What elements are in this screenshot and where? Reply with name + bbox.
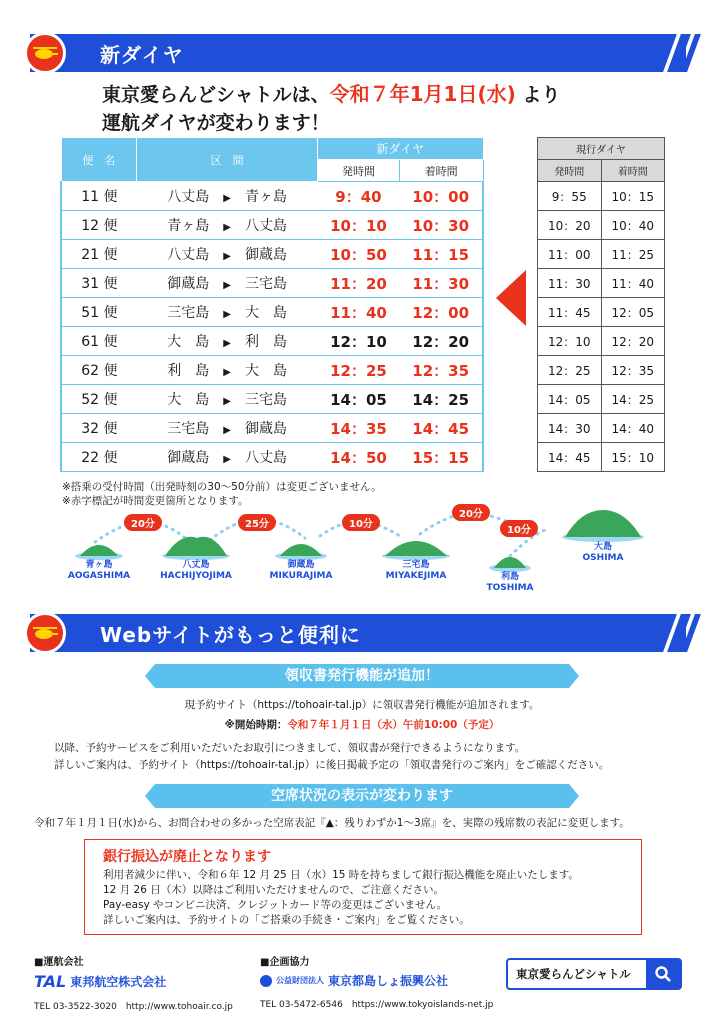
- cur-dep-cell: 11：30: [538, 269, 602, 298]
- table-row: [538, 356, 665, 385]
- route-cell: 御蔵島 ▶ 三宅島: [137, 269, 318, 298]
- seats-line1: 令和７年１月１日(水)から、お問合わせの多かった空席表記『▲：残りわずか1～3席』を、実際の残席数の表記に変更します。: [34, 817, 630, 829]
- cur-arr-cell: 14：40: [601, 414, 665, 443]
- col-arr: 着時間: [399, 160, 483, 182]
- banner-stripes: [670, 34, 694, 72]
- route-cell: 青ヶ島 ▶ 八丈島: [137, 211, 318, 240]
- arr-cell: 15：15: [399, 443, 483, 472]
- search-button[interactable]: [646, 960, 680, 988]
- arr-cell: 14：45: [399, 414, 483, 443]
- table-row: [61, 240, 483, 269]
- current-timetable: [537, 137, 665, 472]
- cur-arr-cell: 14：25: [601, 385, 665, 414]
- arr-cell: 10：00: [399, 182, 483, 211]
- flight-cell: 12 便: [61, 211, 137, 240]
- dep-cell: 11：40: [318, 298, 400, 327]
- receipt-line4: 詳しいご案内は、予約サイト（https://tohoair-tal.jp）に後日掲載予定の「領収書発行のご案内」をご確認ください。: [54, 759, 610, 771]
- island-route-map: [60, 506, 660, 606]
- section-title: Webサイトがもっと便利に: [100, 622, 361, 647]
- cur-arr-cell: 10：15: [601, 182, 665, 211]
- flight-cell: 52 便: [61, 385, 137, 414]
- current-title: 現行ダイヤ: [538, 138, 665, 160]
- cur-arr-cell: 15：10: [601, 443, 665, 472]
- bank-notice: 銀行振込が廃止となります 利用者減少に伴い、令和６年 12 月 25 日（水）15 時を持ちまして銀行振込機能を廃止いたします。 12 月 26 日（木）以降はご利用いただけませんので、ご注意ください。 Pay-easy やコンビニ決済、クレジットカード等の変更はございません。 詳しいご案内は、予約サイトの「ご搭乗の手続き・ご案内」をご覧ください。: [84, 839, 642, 935]
- table-row: [61, 356, 483, 385]
- dep-cell: 14：35: [318, 414, 400, 443]
- helicopter-logo-icon: [24, 32, 66, 74]
- flight-cell: 11 便: [61, 182, 137, 211]
- cur-col-arr: 着時間: [601, 160, 665, 182]
- table-row: [538, 298, 665, 327]
- arr-cell: 12：00: [399, 298, 483, 327]
- helicopter-logo-icon: [24, 612, 66, 654]
- island-aogashima: 青ヶ島 AOGASHIMA: [66, 534, 132, 582]
- dep-cell: 12：25: [318, 356, 400, 385]
- arr-cell: 10：30: [399, 211, 483, 240]
- route-cell: 利 島 ▶ 大 島: [137, 356, 318, 385]
- table-row: [538, 240, 665, 269]
- search-text[interactable]: 東京愛らんどシャトル: [516, 967, 631, 981]
- route-cell: 御蔵島 ▶ 八丈島: [137, 443, 318, 472]
- island-miyakejima: 三宅島 MIYAKEJIMA: [376, 528, 456, 582]
- duration-badge: 20分: [124, 514, 162, 531]
- flight-cell: 61 便: [61, 327, 137, 356]
- cur-arr-cell: 11：40: [601, 269, 665, 298]
- col-dep: 発時間: [318, 160, 400, 182]
- cur-dep-cell: 14：45: [538, 443, 602, 472]
- new-timetable: [60, 137, 484, 472]
- duration-badge: 10分: [342, 514, 380, 531]
- receipt-line1: 現予約サイト（https://tohoair-tal.jp）に領収書発行機能が追加されます。: [184, 699, 540, 711]
- table-row: [538, 327, 665, 356]
- island-oshima: 大島 OSHIMA: [560, 506, 646, 564]
- cur-arr-cell: 10：40: [601, 211, 665, 240]
- table-row: [61, 182, 483, 211]
- table-row: [61, 269, 483, 298]
- search-icon: [654, 965, 672, 983]
- arr-cell: 14：25: [399, 385, 483, 414]
- cur-dep-cell: 11：45: [538, 298, 602, 327]
- cur-arr-cell: 12：35: [601, 356, 665, 385]
- table-row: [538, 385, 665, 414]
- partner-info: ■企画協力 公益財団法人 東京都島しょ振興公社 TEL 03-5472-6546 https://www.tokyoislands-net.jp: [260, 957, 494, 1010]
- section-banner-web: [30, 614, 686, 652]
- section-banner-new-schedule: [30, 34, 686, 72]
- flight-cell: 31 便: [61, 269, 137, 298]
- headline: 東京愛らんどシャトルは、令和７年1月1日(水) より 運航ダイヤが変わります！: [102, 82, 561, 134]
- flight-cell: 51 便: [61, 298, 137, 327]
- dep-cell: 9：40: [318, 182, 400, 211]
- cur-arr-cell: 12：05: [601, 298, 665, 327]
- col-new: 新ダイヤ: [318, 138, 483, 160]
- receipt-pill: 領収書発行機能が追加！: [155, 664, 569, 688]
- partner-logo-icon: [260, 975, 272, 987]
- arr-cell: 12：35: [399, 356, 483, 385]
- col-route: 区 間: [137, 138, 318, 182]
- dep-cell: 11：20: [318, 269, 400, 298]
- table-row: [538, 443, 665, 472]
- dep-cell: 10：10: [318, 211, 400, 240]
- dep-cell: 14：05: [318, 385, 400, 414]
- table-row: [61, 211, 483, 240]
- cur-dep-cell: 14：05: [538, 385, 602, 414]
- route-cell: 三宅島 ▶ 御蔵島: [137, 414, 318, 443]
- table-row: [538, 269, 665, 298]
- flight-cell: 22 便: [61, 443, 137, 472]
- route-cell: 大 島 ▶ 三宅島: [137, 385, 318, 414]
- duration-badge: 10分: [500, 520, 538, 537]
- cur-dep-cell: 14：30: [538, 414, 602, 443]
- cur-arr-cell: 12：20: [601, 327, 665, 356]
- change-arrow-icon: [496, 270, 526, 326]
- cur-dep-cell: 11：00: [538, 240, 602, 269]
- table-row: [538, 414, 665, 443]
- duration-badge: 25分: [238, 514, 276, 531]
- table-row: [538, 182, 665, 211]
- col-flight: 便 名: [61, 138, 137, 182]
- receipt-line3: 以降、予約サービスをご利用いただいたお取引につきまして、領収書が発行できるようになります。: [54, 742, 526, 754]
- cur-col-dep: 発時間: [538, 160, 602, 182]
- table-row: [538, 211, 665, 240]
- route-cell: 八丈島 ▶ 青ヶ島: [137, 182, 318, 211]
- dep-cell: 10：50: [318, 240, 400, 269]
- table-row: [61, 385, 483, 414]
- flight-cell: 62 便: [61, 356, 137, 385]
- section-title: 新ダイヤ: [100, 42, 184, 67]
- island-mikurajima: 御蔵島 MIKURAJIMA: [266, 532, 336, 582]
- arr-cell: 11：30: [399, 269, 483, 298]
- notes: ※搭乗の受付時間（出発時刻の30～50分前）は変更ございません。 ※赤字標記が時間変更箇所となります。: [62, 481, 382, 507]
- flight-cell: 21 便: [61, 240, 137, 269]
- island-toshima: 利島 TOSHIMA: [480, 546, 540, 594]
- route-cell: 八丈島 ▶ 御蔵島: [137, 240, 318, 269]
- table-row: [61, 327, 483, 356]
- table-row: [61, 414, 483, 443]
- flight-cell: 32 便: [61, 414, 137, 443]
- bank-title: 銀行振込が廃止となります: [103, 849, 271, 865]
- arr-cell: 12：20: [399, 327, 483, 356]
- cur-dep-cell: 12：10: [538, 327, 602, 356]
- search-box[interactable]: [506, 958, 682, 990]
- tal-logo: TAL: [34, 972, 67, 991]
- table-row: [61, 443, 483, 472]
- seats-pill: 空席状況の表示が変わります: [155, 784, 569, 808]
- route-cell: 三宅島 ▶ 大 島: [137, 298, 318, 327]
- operator-info: ■運航会社 TAL 東邦航空株式会社 TEL 03-3522-3020 http://www.tohoair.co.jp: [34, 957, 233, 1012]
- dep-cell: 12：10: [318, 327, 400, 356]
- cur-dep-cell: 12：25: [538, 356, 602, 385]
- banner-stripes: [670, 614, 694, 652]
- duration-badge: 20分: [452, 504, 490, 521]
- route-cell: 大 島 ▶ 利 島: [137, 327, 318, 356]
- dep-cell: 14：50: [318, 443, 400, 472]
- cur-dep-cell: 10：20: [538, 211, 602, 240]
- arr-cell: 11：15: [399, 240, 483, 269]
- receipt-start: ※開始時期：令和７年１月１日（水）午前10:00（予定）: [224, 719, 500, 731]
- cur-arr-cell: 11：25: [601, 240, 665, 269]
- table-row: [61, 298, 483, 327]
- cur-dep-cell: 9：55: [538, 182, 602, 211]
- island-hachijyojima: 八丈島 HACHIJYOJIMA: [154, 530, 238, 582]
